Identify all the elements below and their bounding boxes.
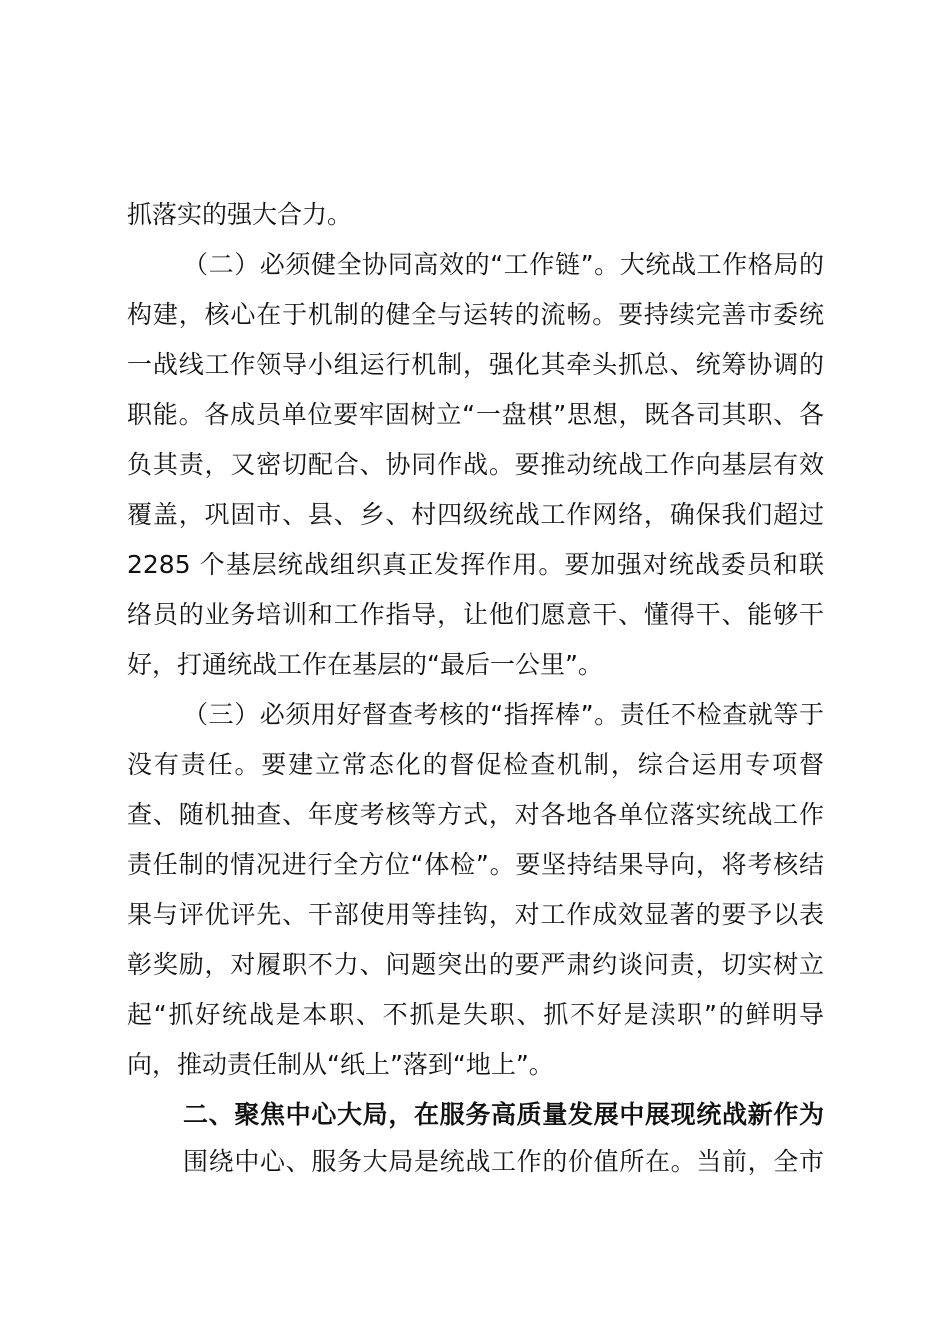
text-line: 向，推动责任制从“纸上”落到“地上”。 — [127, 1050, 554, 1079]
text-line: 2285 个基层统战组织真正发挥作用。要加强对统战委员和联 — [127, 550, 824, 579]
text-line: 彰奖励，对履职不力、问题突出的要严肃约谈问责，切实树立 — [127, 950, 824, 979]
text-line: 覆盖，巩固市、县、乡、村四级统战工作网络，确保我们超过 — [127, 500, 824, 529]
text-line: 果与评优评先、干部使用等挂钩，对工作成效显著的要予以表 — [127, 900, 824, 929]
text-line: （二）必须健全协同高效的“工作链”。大统战工作格局的 — [183, 250, 824, 279]
text-line: 责任制的情况进行全方位“体检”。要坚持结果导向，将考核结 — [127, 850, 824, 879]
text-line: 构建，核心在于机制的健全与运转的流畅。要持续完善市委统 — [127, 300, 824, 329]
text-line: 一战线工作领导小组运行机制，强化其牵头抓总、统筹协调的 — [127, 350, 824, 379]
text-line: 没有责任。要建立常态化的督促检查机制，综合运用专项督 — [127, 750, 824, 779]
text-line: 起“抓好统战是本职、不抓是失职、抓不好是渎职”的鲜明导 — [127, 1000, 824, 1029]
text-line: 好，打通统战工作在基层的“最后一公里”。 — [127, 650, 603, 679]
document-body — [127, 196, 824, 1193]
text-line: 职能。各成员单位要牢固树立“一盘棋”思想，既各司其职、各 — [127, 400, 824, 429]
text-line: 负其责，又密切配合、协同作战。要推动统战工作向基层有效 — [127, 450, 824, 479]
text-line: 查、随机抽查、年度考核等方式，对各地各单位落实统战工作 — [127, 800, 824, 829]
text-line: （三）必须用好督查考核的“指挥棒”。责任不检查就等于 — [183, 700, 824, 729]
text-line: 络员的业务培训和工作指导，让他们愿意干、懂得干、能够干 — [127, 600, 824, 629]
text-line: 围绕中心、服务大局是统战工作的价值所在。当前，全市 — [183, 1147, 824, 1176]
section-heading: 二、聚焦中心大局，在服务高质量发展中展现统战新作为 — [183, 1100, 824, 1129]
text-line: 抓落实的强大合力。 — [127, 200, 353, 229]
